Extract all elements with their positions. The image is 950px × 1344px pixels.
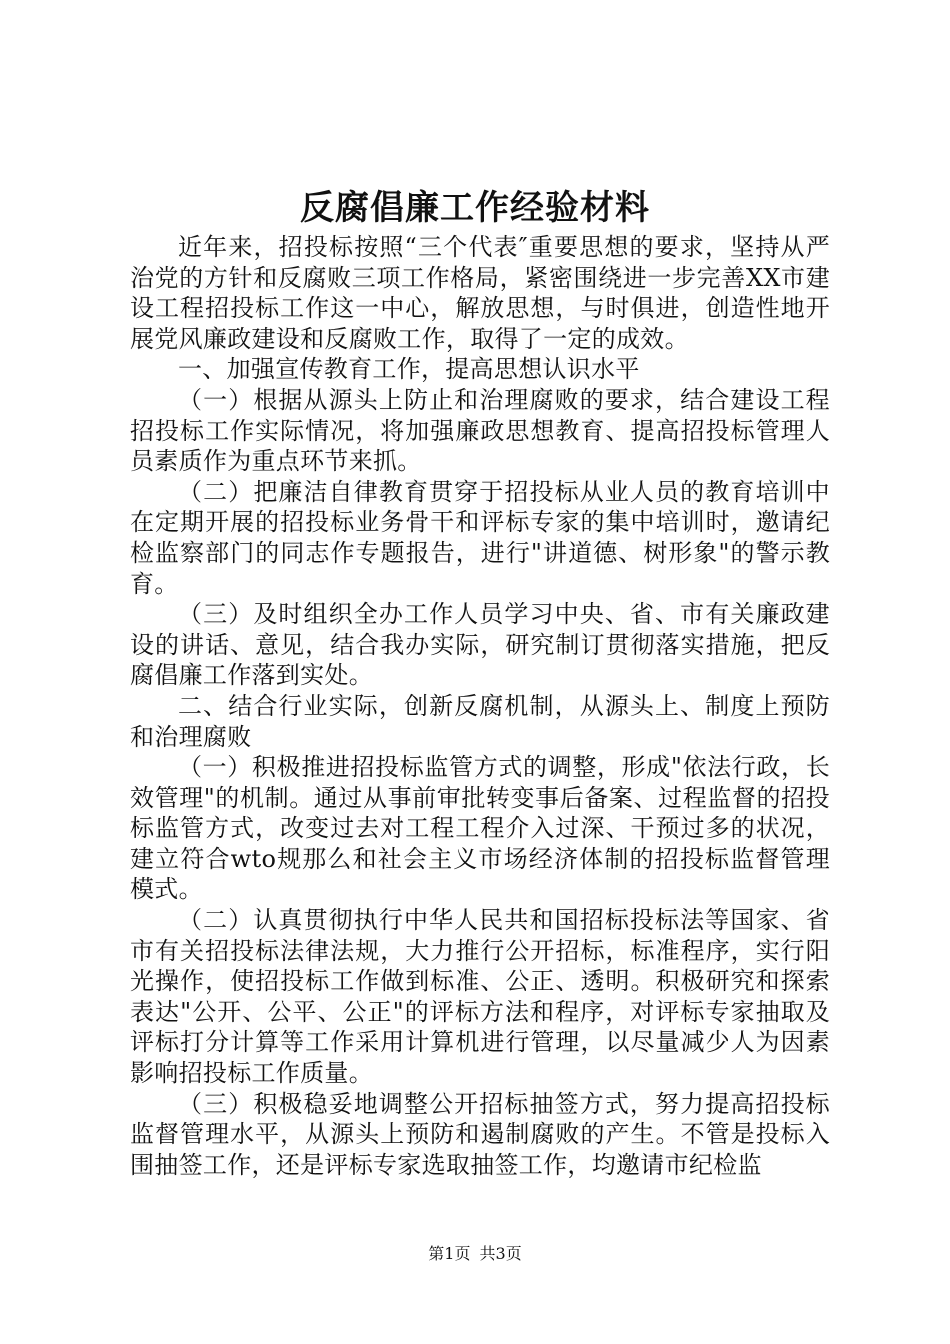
paragraph-1-3: （三）及时组织全办工作人员学习中央、省、市有关廉政建设的讲话、意见，结合我办实际，研究制订贯彻落实措施，把反腐倡廉工作落到实处。 — [130, 600, 830, 690]
section-heading-2: 二、结合行业实际，创新反腐机制，从源头上、制度上预防和治理腐败 — [130, 691, 830, 751]
document-body — [130, 232, 830, 1180]
page-footer: 第1页 共3页 — [428, 1244, 522, 1263]
paragraph-intro: 近年来，招投标按照“三个代表″重要思想的要求，坚持从严治党的方针和反腐败三项工作格局，紧密围绕进一步完善XX市建设工程招投标工作这一中心，解放思想，与时俱进，创造性地开展党风廉政建设和反腐败工作，取得了一定的成效。 — [130, 233, 830, 353]
paragraph-2-1: （一）积极推进招投标监管方式的调整，形成"依法行政，长效管理"的机制。通过从事前审批转变事后备案、过程监督的招投标监管方式，改变过去对工程工程介入过深、干预过多的状况，建立符合wto规那么和社会主义市场经济体制的招投标监督管理模式。 — [130, 753, 830, 904]
paragraph-1-1: （一）根据从源头上防止和治理腐败的要求，结合建设工程招投标工作实际情况，将加强廉政思想教育、提高招投标管理人员素质作为重点环节来抓。 — [130, 385, 830, 476]
document-title: 反腐倡廉工作经验材料 — [300, 188, 650, 228]
paragraph-1-2: （二）把廉洁自律教育贯穿于招投标从业人员的教育培训中在定期开展的招投标业务骨干和评标专家的集中培训时，邀请纪检监察部门的同志作专题报告，进行"讲道德、树形象"的警示教育。 — [130, 477, 830, 598]
section-heading-1: 一、加强宣传教育工作，提高思想认识水平 — [178, 355, 640, 384]
paragraph-2-3: （三）积极稳妥地调整公开招标抽签方式，努力提高招投标监督管理水平，从源头上预防和遏制腐败的产生。不管是投标入围抽签工作，还是评标专家选取抽签工作，均邀请市纪检监 — [130, 1089, 830, 1179]
paragraph-2-2: （二）认真贯彻执行中华人民共和国招标投标法等国家、省市有关招投标法律法规，大力推行公开招标，标准程序，实行阳光操作，使招投标工作做到标准、公正、透明。积极研究和探索表达"公开、公平、公正"的评标方法和程序，对评标专家抽取及评标打分计算等工作采用计算机进行管理，以尽量减少人为因素影响招投标工作质量。 — [130, 906, 830, 1088]
